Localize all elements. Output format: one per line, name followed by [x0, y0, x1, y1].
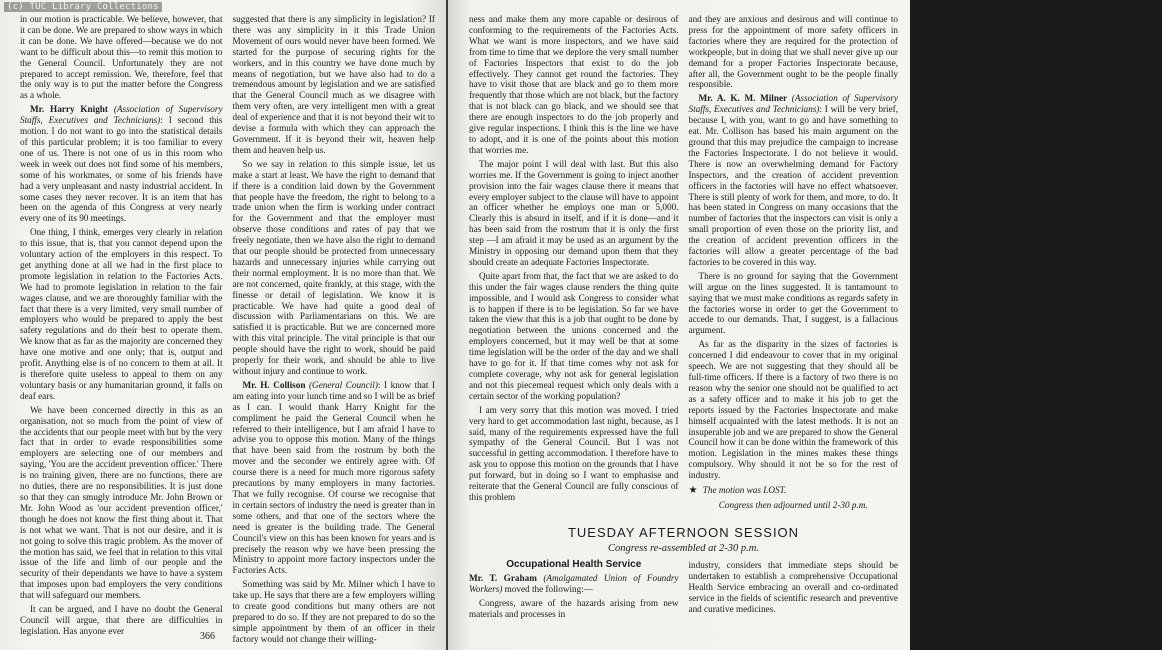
speaker-affiliation: (Association of Supervisory Staffs, Executives and Technicians): [688, 93, 899, 115]
paragraph-text: : I second this motion. I do not want to go into the statistical details of this particular problem; it is too familiar to every one of us. There is not one of us in this room who week in week out does not find some of his members, some of his workmates, or some of his friends have had a very unpleasant and nasty industrial accident. In some cases they never recover. It is an item that has been on the agenda of this Congress at very nearly every one of its 90 meetings.: [20, 115, 223, 224]
motion-quote-continued: industry, considers that immediate steps should be undertaken to establish a comprehensive Occupational Health Service embracing an overall and co-ordinated service in the fields of scientific research and preventive and curative medicines.: [688, 560, 898, 614]
paragraph: [689, 339, 899, 481]
speaker-affiliation: (Association of Supervisory Staffs, Executives and Technicians): [20, 104, 223, 126]
paragraph-text: So we say in relation to this simple issue, let us make a start at least. We have the right to demand that if there is a condition laid down by the Government that people have the freedom, the right to belong to a trade union when the firm is working under contract for the Government and that the employer must observe those conditions and rates of pay that we freely negotiate, then we have also the right to demand that our people should be protected from unnecessary hazards and unnecessary injuries while carrying out their normal employment. It is no more than that. We are not concerned, quite frankly, at this stage, with the finesse or detail of legislation. We know it is practicable. We have had quite a good deal of discussion with Parliamentarians on this. We are satisfied it is practicable. But we are concerned more with this vital principle. The vital principle is that our people should have the right to work, should be paid properly for their work, and should be able to live without injury and continue to work.: [232, 158, 435, 376]
paragraph-text: in our motion is practicable. We believe, however, that it can be done. We are prepared to show ways in which it can be done. We have offered—because we do not want to be difficult about this—to remit this motion to the General Council. Unfortunately they are not prepared to accept remission. We, therefore, feel that the only way is to put the matter before the Congress as a whole.: [20, 14, 223, 101]
paragraph: [20, 604, 223, 637]
page-number-left: 366: [200, 631, 215, 642]
paragraph: [469, 405, 679, 503]
motion-intro: [469, 573, 679, 595]
speaker-name: Mr. Harry Knight: [30, 104, 108, 115]
right-page-columns: [469, 14, 898, 519]
book-gutter: [446, 0, 448, 650]
left-page: [0, 0, 447, 650]
right-page-column-1: [469, 14, 679, 519]
paragraph: [469, 14, 679, 156]
speaker-affiliation: (Amalgamated Union of Foundry Workers): [469, 572, 679, 594]
paragraph-text: It can be argued, and I have no doubt the General Council will argue, that there are difficulties in legislation. Has anyone ever: [20, 604, 223, 636]
paragraph: [233, 579, 436, 644]
session-columns: [469, 560, 898, 620]
paragraph: [689, 93, 899, 268]
motion-result: [689, 485, 899, 497]
speaker-name: Mr. T. Graham: [469, 572, 537, 583]
paragraph-text: : I will be very brief, because I, with you, want to go and have something to eat. Mr. Collison has based his main argument on the ground that this may prejudice the campaign to increase the Factories Inspectorate. I do not believe it would. There is now an overwhelming demand for Factory Inspectors, and the creation of accident prevention officers in the factories will have no effect whatsoever. There is still plenty of work for them, and more, to do. It has been stated in Congress on many occasions that the number of factories that the inspectors can visit is only a small proportion of even those on the priority list, and the creation of accident prevention officers in the factories will allow a greater percentage of the bad factories to be covered in this way.: [688, 104, 899, 267]
paragraph-text: Something was said by Mr. Milner which I have to take up. He says that there are a few employers willing to create good conditions but many others are not prepared to do so. If they are not prepared to do so the simple appointment by them of an officer in their factory would not change their willing-: [232, 579, 435, 644]
paragraph-text: There is no ground for saying that the Government will argue on the lines suggested. It is tantamount to saying that we must make conditions as regards safety in the factories worse in order to get the Government to accede to our demands. That, I suggest, is a fallacious argument.: [688, 270, 898, 336]
paragraph-text: We have been concerned directly in this as an organisation, not so much from the point of view of the accidents that our people meet with but by the very fact that in order to evade responsibilities some employers are selecting one of our members and saying, 'You are the accident prevention officer.' There is no training given, there are no functions, there are no duties, there are no responsibilities. It is just done so that they can smugly introduce Mr. John Brown or Mr. John Wood as 'our accident prevention officer,' though he does not know the first thing about it. That is not what we want. That is not our desire, and it is not going to solve this tragic problem. As the mover of the motion has said, we feel that in relation to this vital issue of the life and limb of our people and the security of their dependants we have to have a system that imposes upon bad employers the very conditions that will safeguard our members.: [20, 404, 223, 601]
session-column-2: [689, 560, 899, 620]
motion-result-text: The motion was LOST.: [702, 485, 787, 496]
copyright-watermark: (c) TUC Library Collections: [4, 2, 162, 12]
paragraph: [20, 405, 223, 601]
session-subtitle: Congress re-assembled at 2-30 p.m.: [608, 543, 759, 554]
speaker-affiliation: (General Council): [309, 379, 378, 390]
paragraph-text: and they are anxious and desirous and will continue to press for the appointment of more safety officers in factories where they are required for the protection of workpeople, but in doing that we shall never give up our demand for a proper Factories Inspectorate because, after all, the Government ought to be the people finally responsible.: [688, 14, 898, 90]
session-title: TUESDAY AFTERNOON SESSION: [567, 525, 800, 540]
paragraph: [233, 159, 436, 377]
paragraph-text: One thing, I think, emerges very clearly in relation to this issue, that is, that you cannot depend upon the voluntary action of the employers in this respect. To get anything done at all we had in the first place to promote legislation in relation to the Factories Acts. We had to promote legislation in relation to the fair wages clause, and we are thoroughly familiar with the fact that there is a very limited, very small number of employers who would be prepared to apply the best safety regulations and do their best to operate them. We know that as far as the majority are concerned they have one motive and one only; that is, output and profit. Anything else is of no concern to them at all. It is therefore quite useless to appeal to them on any voluntary basis or any humanitarian ground, it falls on deaf ears.: [20, 227, 223, 401]
page-number-right: 367: [1147, 631, 1162, 642]
paragraph-text: Quite apart from that, the fact that we are asked to do this under the fair wages clause renders the thing quite impossible, and I would ask Congress to consider what is to happen if there is to be legislation. So far we have taken the view that this is a job that ought to be done by negotiation between the unions concerned and the employers concerned, but it may well be that at some time legislation will be the order of the day and we shall have to go for it. If that time comes why not ask for complete coverage, why not ask for general legislation and not this piecemeal request which only deals with a certain sector of the working population?: [469, 270, 679, 401]
paragraph: [233, 380, 436, 576]
session-column-1: [469, 560, 679, 620]
paragraph: [20, 14, 223, 101]
motion-quote: Congress, aware of the hazards arising from new materials and processes in: [469, 597, 679, 619]
section-heading: Occupational Health Service: [506, 559, 642, 570]
paragraph: [689, 14, 899, 90]
left-page-column-2: [232, 14, 436, 644]
paragraph-text: As far as the disparity in the sizes of factories is concerned I did endeavour to cover that in my original speech. We are not suggesting that they should all be full-time officers. If there is a factory of two there is no reason why the senior one should not be qualified to act as a safety officer and to make it his job to get the reports issued by the Factories Inspectorate and make himself acquainted with the latest methods. It is not an insuperable job and we are prepared to show the General Council how it can be done within the framework of this motion. Legislation in the mines makes these things compulsory. Why should it not be so for the rest of industry.: [688, 339, 898, 481]
speaker-name: Mr. H. Collison: [242, 379, 306, 390]
motion-intro-text: moved the following:—: [502, 583, 593, 594]
paragraph: [689, 271, 899, 336]
adjournment-note: Congress then adjourned until 2-30 p.m.: [718, 499, 868, 510]
paragraph: [469, 159, 679, 268]
paragraph: [20, 227, 223, 402]
paragraph: [469, 271, 679, 402]
right-page: [447, 0, 1162, 650]
left-page-column-1: [20, 14, 223, 636]
paragraph-text: ness and make them any more capable or desirous of conforming to the requirements of the Factories Acts. What we want is more inspectors, and we have said from time to time that we deplore the very small number of Factories Inspectors that exist to do the job effectively. They cannot get round the factories. They have to visit those that are black and go to them more frequently that those which are not black, but the factory that is not black can go black, and we should see that there are enough inspectors to do the job properly and give regular inspections. I think this is the line we have to adopt, and it is one of the points about this motion that worries me.: [469, 14, 679, 155]
paragraph: [20, 104, 223, 224]
star-icon: ★: [688, 485, 698, 497]
paragraph: [233, 14, 436, 156]
paragraph-text: : I know that I am eating into your lunch time and so I will be as brief as I can. I would thank Harry Knight for the compliment he paid the General Council when he referred to their intelligence, but I am afraid I have to advise you to oppose this motion. Many of the things that have been said from the rostrum by both the mover and the seconder we entirely agree with. Of course there is a need for much more rigorous safety precautions by many employers in many factories. That we fully recognise. Of course we recognise that in certain sectors of industry the need is greater than in some others, and that one of the sectors where the need is greater is the building trade. The General Council's view on this has been known for years and is precisely the reason why we have been pressing the Ministry to appoint more factory inspectors under the Factories Acts.: [232, 379, 435, 576]
paragraph-text: The major point I will deal with last. But this also worries me. If the Government is going to inject another provision into the fair wages clause there it means that every employer subject to the clause will have to appoint an officer whether he employs one man or 5,000. Clearly this is absurd in itself, and if it is done—and it has been said from the rostrum that it is only the first step —I am afraid it may be used as an argument by the Ministry in opposing our demand upon them that they should create an adequate Factories Inspectorate.: [469, 158, 679, 267]
speaker-name: Mr. A. K. M. Milner: [698, 93, 788, 104]
paragraph-text: suggested that there is any simplicity in legislation? If there was any simplicity in it this Trade Union Movement of ours would never have been formed. We started for the purpose of securing rights for the workers, and in this country we have done much by means of negotiation, but we have also had to do a tremendous amount by legislation and we are satisfied that the General Council much as we disagree with them very often, are very intelligent men with a great deal of experience and that it is not beyond their wit to devise a formula with which they can approach the Government. If it is beyond their wit, heaven help them and heaven help us.: [232, 14, 435, 155]
right-page-column-2: [689, 14, 899, 519]
right-page-column-2-body: [689, 14, 899, 481]
paragraph-text: I am very sorry that this motion was moved. I tried very hard to get accommodation last night, because, as I said, many of the requirements expressed have the full sympathy of the General Council. But I was not successful in getting accommodation. I therefore have to ask you to oppose this motion on the grounds that I have put forward, but in doing so I want to emphasise and reiterate that the General Council are fully conscious of this problem: [469, 404, 679, 502]
